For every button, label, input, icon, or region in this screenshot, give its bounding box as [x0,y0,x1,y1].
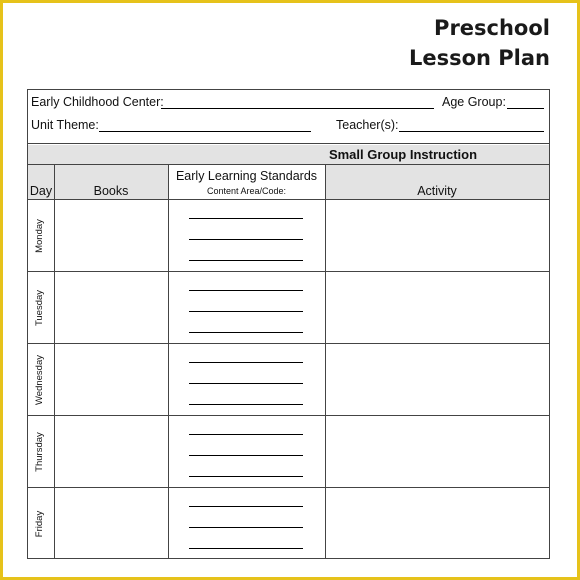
day-label-friday: Friday [34,510,45,538]
column-header-day: Day [29,184,53,198]
standards-line[interactable] [189,218,303,219]
divider [325,164,326,559]
standards-line[interactable] [189,239,303,240]
column-header-standards: Early Learning Standards [175,169,318,183]
standards-line[interactable] [189,332,303,333]
day-label-thursday: Thursday [34,432,45,472]
divider [168,164,169,559]
divider [27,343,550,344]
day-label-monday: Monday [34,219,45,253]
standards-line[interactable] [189,311,303,312]
unit-theme-label: Unit Theme: [31,118,99,132]
divider [27,271,550,272]
section-title: Small Group Instruction [328,147,478,162]
standards-line[interactable] [189,383,303,384]
teachers-field[interactable] [399,131,544,132]
standards-line[interactable] [189,455,303,456]
column-header-books: Books [93,184,129,198]
standards-line[interactable] [189,404,303,405]
unit-theme-field[interactable] [99,131,311,132]
standards-line[interactable] [189,506,303,507]
day-label-wednesday: Wednesday [34,355,45,405]
column-header-activity: Activity [417,184,457,198]
divider [27,164,550,165]
standards-line[interactable] [189,362,303,363]
divider [54,164,55,559]
divider [27,415,550,416]
standards-line[interactable] [189,548,303,549]
standards-line[interactable] [189,260,303,261]
schedule-table [27,144,550,559]
teachers-label: Teacher(s): [336,118,399,132]
standards-line[interactable] [189,434,303,435]
age-group-field[interactable] [507,108,544,109]
page-title-line1: Preschool [434,16,550,40]
standards-line[interactable] [189,527,303,528]
divider [27,487,550,488]
standards-line[interactable] [189,290,303,291]
divider [27,199,550,200]
column-header-standards-sub: Content Area/Code: [206,186,287,196]
page-title-line2: Lesson Plan [408,46,550,70]
center-label: Early Childhood Center: [31,95,164,109]
standards-line[interactable] [189,476,303,477]
day-label-tuesday: Tuesday [34,289,45,327]
center-field[interactable] [161,108,434,109]
age-group-label: Age Group: [442,95,506,109]
